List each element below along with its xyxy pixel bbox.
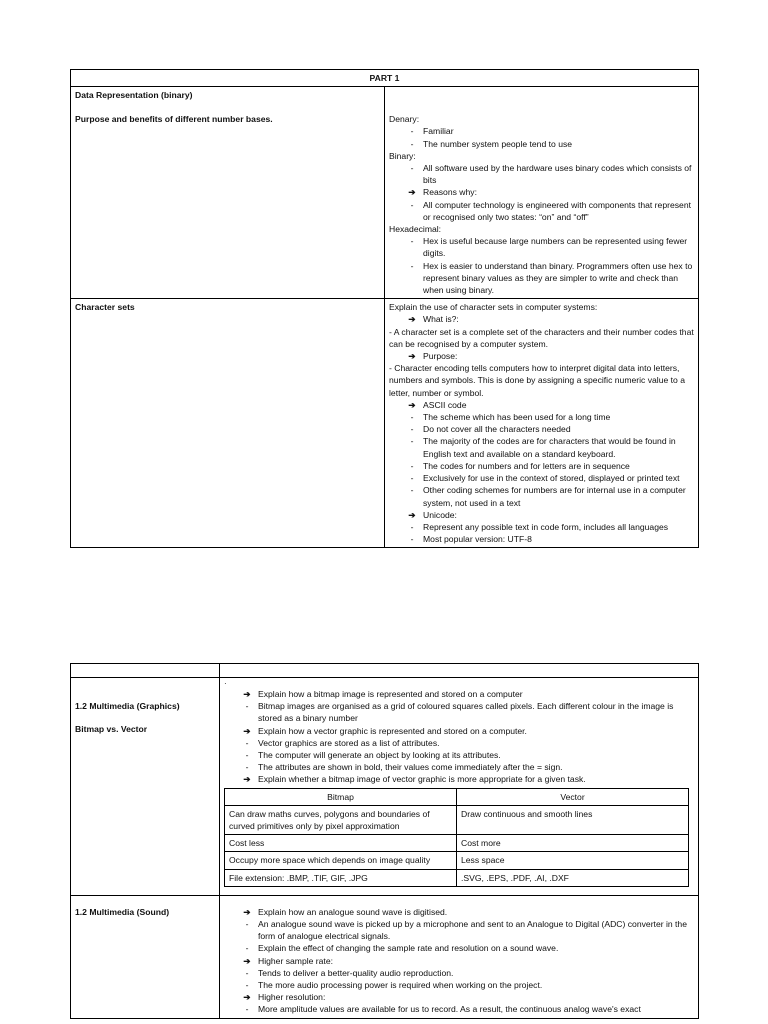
- note-text: Explain how a vector graphic is represented and stored on a computer.: [258, 725, 527, 736]
- arrow-item: [389, 350, 694, 362]
- arrow-item: [389, 399, 694, 411]
- dash-icon: -: [410, 485, 414, 496]
- dash-icon: -: [410, 534, 414, 545]
- note-text: Unicode:: [423, 509, 457, 520]
- dash-item: [224, 737, 694, 749]
- note-text: Reasons why:: [423, 187, 477, 198]
- part2-table: [70, 663, 699, 1019]
- dash-item: [389, 199, 694, 223]
- topic-cell: [71, 678, 220, 896]
- dash-icon: -: [245, 967, 249, 978]
- notes-list: [224, 688, 694, 786]
- arrow-item: [224, 906, 694, 918]
- topic-title: Data Representation (binary): [75, 90, 193, 101]
- dash-item: [224, 979, 694, 991]
- dash-icon: -: [245, 737, 249, 748]
- note-text: Represent any possible text in code form, includes all languages: [423, 521, 669, 532]
- part1-table: [70, 69, 699, 548]
- note-text: Higher sample rate:: [258, 955, 333, 966]
- note-text: Explain the effect of changing the sample rate and resolution on a sound wave.: [258, 943, 559, 954]
- note-line: [389, 150, 694, 162]
- dash-icon: -: [410, 436, 414, 447]
- note-text: The number system people tend to use: [423, 138, 573, 149]
- note-text: All computer technology is engineered with components that represent or recognised only two states: “on” and “off”: [423, 199, 691, 222]
- note-text: All software used by the hardware uses binary codes which consists of bits: [423, 163, 692, 186]
- dash-item: [224, 749, 694, 761]
- note-text: The attributes are shown in bold, their values come immediately after the = sign.: [258, 762, 563, 773]
- note-text: Hexadecimal:: [389, 224, 442, 235]
- notes-list: [224, 906, 694, 1016]
- col-header-vector: Vector: [457, 788, 689, 805]
- note-text: Binary:: [389, 150, 416, 161]
- note-text: ASCII code: [423, 399, 467, 410]
- compare-cell: File extension: .BMP, .TIF, GIF, .JPG: [225, 869, 457, 886]
- dash-icon: -: [245, 701, 249, 712]
- row-character-sets: [71, 299, 699, 548]
- arrow-icon: ➔: [243, 725, 251, 736]
- dash-item: [224, 918, 694, 942]
- dash-item: [224, 942, 694, 954]
- dash-item: [389, 235, 694, 259]
- dash-icon: -: [245, 919, 249, 930]
- arrow-icon: ➔: [243, 955, 251, 966]
- blank-header-cell: [220, 664, 699, 678]
- note-text: Familiar: [423, 126, 454, 137]
- note-text: Higher resolution:: [258, 992, 326, 1003]
- note-text: Purpose:: [423, 351, 458, 362]
- notes-cell: [220, 678, 699, 896]
- bitmap-vector-table: [224, 788, 689, 887]
- note-text: Vector graphics are stored as a list of attributes.: [258, 737, 440, 748]
- dash-icon: -: [410, 138, 414, 149]
- compare-cell: Cost more: [457, 835, 689, 852]
- row-data-representation: [71, 87, 699, 299]
- arrow-icon: ➔: [408, 399, 416, 410]
- dash-item: [389, 411, 694, 423]
- note-text: Hex is useful because large numbers can be represented using fewer digits.: [423, 236, 688, 259]
- dash-item: [389, 162, 694, 186]
- note-line: [389, 362, 694, 399]
- arrow-icon: ➔: [408, 187, 416, 198]
- topic-subtitle: Bitmap vs. Vector: [75, 724, 148, 735]
- note-text: The codes for numbers and for letters are in sequence: [423, 460, 630, 471]
- dash-item: [389, 423, 694, 435]
- note-text: Explain the use of character sets in computer systems:: [389, 302, 598, 313]
- note-text: Explain how an analogue sound wave is digitised.: [258, 906, 448, 917]
- note-text: The more audio processing power is required when working on the project.: [258, 980, 543, 991]
- topic-title: Character sets: [75, 302, 135, 313]
- arrow-icon: ➔: [243, 689, 251, 699]
- compare-cell: Cost less: [225, 835, 457, 852]
- stray-dot: ·: [224, 679, 227, 688]
- note-text: Other coding schemes for numbers are for internal use in a computer system, not used in a text: [423, 485, 686, 508]
- note-line: [389, 326, 694, 350]
- dash-item: [224, 967, 694, 979]
- topic-title: 1.2 Multimedia (Graphics): [75, 701, 180, 711]
- dash-item: [389, 260, 694, 297]
- arrow-icon: ➔: [243, 906, 251, 917]
- dash-icon: -: [410, 412, 414, 423]
- compare-cell: Occupy more space which depends on image quality: [225, 852, 457, 869]
- dash-item: [224, 700, 694, 724]
- arrow-icon: ➔: [243, 774, 251, 785]
- dash-item: [224, 761, 694, 773]
- note-text: - Character encoding tells computers how to interpret digital data into letters, numbers and symbols. This is done by assigning a specific numeric value to a letter, number or symbol.: [389, 363, 685, 398]
- dash-icon: -: [410, 473, 414, 484]
- arrow-item: [224, 773, 694, 785]
- dash-item: [389, 138, 694, 150]
- dash-item: [389, 460, 694, 472]
- compare-cell: Can draw maths curves, polygons and boundaries of curved primitives only by pixel approximation: [225, 805, 457, 834]
- note-text: Hex is easier to understand than binary. Programmers often use hex to represent binary values as they are simpler to write and check than when using binary.: [423, 260, 693, 296]
- arrow-item: [224, 955, 694, 967]
- arrow-item: [224, 991, 694, 1003]
- note-text: What is?:: [423, 314, 459, 325]
- note-line: [389, 301, 694, 313]
- note-text: The scheme which has been used for a long time: [423, 412, 611, 423]
- arrow-icon: ➔: [408, 509, 416, 520]
- note-text: The computer will generate an object by looking at its attributes.: [258, 750, 501, 761]
- arrow-icon: ➔: [408, 351, 416, 362]
- note-text: More amplitude values are available for us to record. As a result, the continuous analog wave's exact: [258, 1004, 641, 1015]
- dash-item: [389, 521, 694, 533]
- notes-cell: [385, 299, 699, 548]
- dash-icon: -: [245, 762, 249, 773]
- note-text: Explain whether a bitmap image of vector graphic is more appropriate for a given task.: [258, 774, 586, 785]
- notes-list: [389, 89, 694, 296]
- dash-item: [389, 125, 694, 137]
- dash-item: [389, 484, 694, 508]
- dash-item: [389, 533, 694, 545]
- note-text: Exclusively for use in the context of stored, displayed or printed text: [423, 473, 680, 484]
- arrow-item: [224, 725, 694, 737]
- note-line: [389, 89, 694, 101]
- row-multimedia-sound: [71, 895, 699, 1018]
- arrow-item: [224, 688, 694, 700]
- note-line: [389, 101, 694, 113]
- notes-list: [389, 301, 694, 545]
- compare-cell: .SVG, .EPS, .PDF, .AI, .DXF: [457, 869, 689, 886]
- note-text: Tends to deliver a better-quality audio reproduction.: [258, 967, 454, 978]
- note-text: - A character set is a complete set of the characters and their number codes that can be recognised by a computer system.: [389, 326, 694, 349]
- dash-icon: -: [410, 460, 414, 471]
- dash-icon: -: [410, 199, 414, 210]
- note-text: Denary:: [389, 114, 420, 125]
- blank-header-cell: [71, 664, 220, 678]
- notes-cell: [385, 87, 699, 299]
- arrow-item: [389, 313, 694, 325]
- topic-cell: [71, 895, 220, 1018]
- compare-cell: Draw continuous and smooth lines: [457, 805, 689, 834]
- dash-icon: -: [410, 521, 414, 532]
- dash-icon: -: [245, 980, 249, 991]
- note-line: [389, 113, 694, 125]
- dash-icon: -: [245, 750, 249, 761]
- dash-icon: -: [245, 943, 249, 954]
- dash-icon: -: [410, 163, 414, 174]
- topic-cell: [71, 299, 385, 548]
- dash-icon: -: [245, 1004, 249, 1015]
- note-text: An analogue sound wave is picked up by a microphone and sent to an Analogue to Digital (ADC) converter in the form of analogue electrical signals.: [258, 919, 687, 942]
- arrow-icon: ➔: [243, 992, 251, 1003]
- dash-icon: -: [410, 424, 414, 435]
- note-text: Bitmap images are organised as a grid of coloured squares called pixels. Each different colour in the image is stored as a binary number: [258, 701, 674, 724]
- dash-item: [224, 1003, 694, 1015]
- arrow-item: [389, 509, 694, 521]
- topic-cell: [71, 87, 385, 299]
- note-line: [389, 223, 694, 235]
- note-text: The majority of the codes are for characters that would be found in English text and available on a standard keyboard.: [423, 436, 676, 459]
- row-multimedia-graphics: [71, 678, 699, 896]
- dash-icon: -: [410, 126, 414, 137]
- note-text: Do not cover all the characters needed: [423, 424, 571, 435]
- note-text: Most popular version: UTF-8: [423, 534, 532, 545]
- dash-item: [389, 435, 694, 459]
- dash-item: [389, 472, 694, 484]
- arrow-item: [389, 186, 694, 198]
- dash-icon: -: [410, 260, 414, 271]
- dash-icon: -: [410, 236, 414, 247]
- topic-subtitle: Purpose and benefits of different number bases.: [75, 114, 273, 125]
- note-text: Explain how a bitmap image is represented and stored on a computer: [258, 689, 523, 699]
- notes-cell: [220, 895, 699, 1018]
- col-header-bitmap: Bitmap: [225, 788, 457, 805]
- arrow-icon: ➔: [408, 314, 416, 325]
- topic-title: 1.2 Multimedia (Sound): [75, 906, 170, 917]
- compare-cell: Less space: [457, 852, 689, 869]
- part1-header: PART 1: [71, 70, 699, 87]
